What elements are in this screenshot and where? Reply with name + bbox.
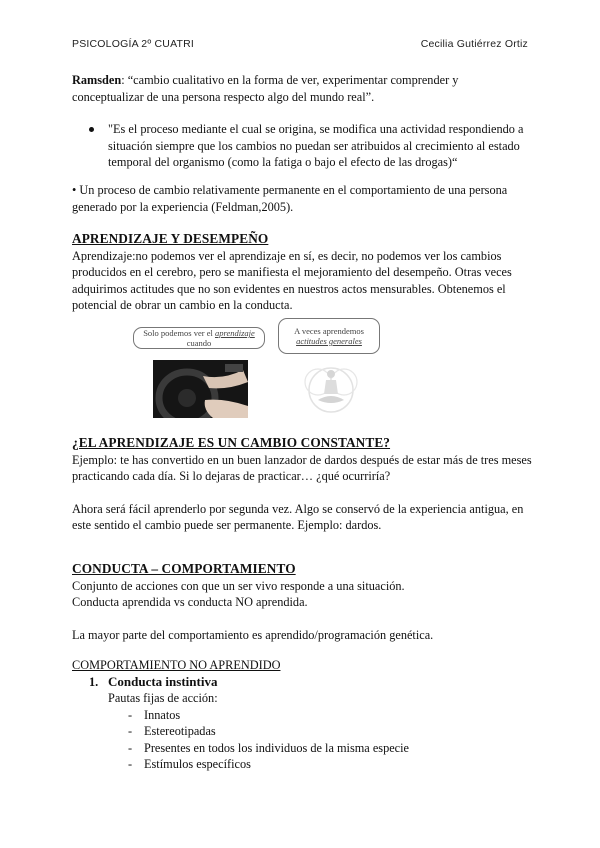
feldman-text: • Un proceso de cambio relativamente permanente en el comportamiento de una persona generado por la experiencia (Feldman,2005). (72, 183, 508, 214)
bullet-text: "Es el proceso mediante el cual se origina, se modifica una actividad respondiendo a situación siempre que los cambios no puedan ser atribuidos al crecimiento al estado temporal del organismo (como la fatiga o bajo el efecto de las drogas)“ (108, 122, 524, 169)
section-no-aprendido (72, 657, 532, 773)
section-text: Conjunto de acciones con que un ser vivo responde a una situación. (72, 578, 405, 593)
speech-bubble-right: A veces aprendemos actitudes generales (278, 318, 380, 354)
section-title: ¿EL APRENDIZAJE ES UN CAMBIO CONSTANTE? (72, 435, 391, 450)
list-item: - Estímulos específicos (72, 756, 532, 773)
bubble-emphasis: aprendizaje (214, 328, 255, 338)
ramsden-definition (72, 72, 532, 105)
speech-bubble-left: Solo podemos ver el aprendizaje cuando (133, 327, 265, 349)
list-item: - Presentes en todos los individuos de la misma especie (72, 740, 532, 757)
section-text: Aprendizaje:no podemos ver el aprendizaje en sí, es decir, no podemos ver los cambios producidos en el cerebro, pero se manifiesta el mejoramiento del desempeño. Otras veces adquirimos actitudes que no son evidentes en nuestros actos mensurables. Obtenemos el potencial de obrar un cambio en la conducta. (72, 248, 512, 312)
section-text: Ejemplo: te has convertido en un buen lanzador de dardos después de estar más de tres meses practicando cada día. Si lo dejaras de practicar… ¿qué ocurriría? (72, 452, 532, 483)
item-subtitle: Pautas fijas de acción: (108, 691, 218, 705)
header-author: Cecilia Gutiérrez Ortiz (420, 38, 528, 50)
list-item: - Innatos (72, 707, 532, 724)
list-item: - Estereotipadas (72, 723, 532, 740)
numbered-item (72, 674, 532, 691)
bullet-definition (72, 121, 532, 171)
section-title: COMPORTAMIENTO NO APRENDIDO (72, 658, 281, 672)
steering-wheel-photo (153, 360, 248, 418)
item-number: 1. (89, 674, 99, 689)
section-aprendizaje (72, 231, 532, 314)
section-title: CONDUCTA – COMPORTAMIENTO (72, 561, 296, 576)
bullet-icon (89, 127, 94, 132)
section-text: Conducta aprendida vs conducta NO aprendida. (72, 595, 308, 609)
ramsden-text: : “cambio cualitativo en la forma de ver, experimentar comprender y conceptualizar de una persona respecto algo del mundo real”. (72, 73, 459, 104)
section-text: Ahora será fácil aprenderlo por segunda vez. Algo se conservó de la experiencia antigua, en este sentido el cambio puede ser permanente. Ejemplo: dardos. (72, 501, 524, 532)
header-subject: PSICOLOGÍA 2º CUATRI (72, 38, 195, 50)
meditation-figure-image (296, 360, 366, 415)
feldman-definition (72, 182, 532, 215)
section-cambio (72, 435, 532, 534)
section-title: APRENDIZAJE Y DESEMPEÑO (72, 231, 269, 246)
section-conducta (72, 561, 532, 643)
item-title: Conducta instintiva (108, 673, 218, 689)
ramsden-name: Ramsden (72, 73, 122, 87)
section-text: La mayor parte del comportamiento es aprendido/programación genética. (72, 627, 434, 642)
